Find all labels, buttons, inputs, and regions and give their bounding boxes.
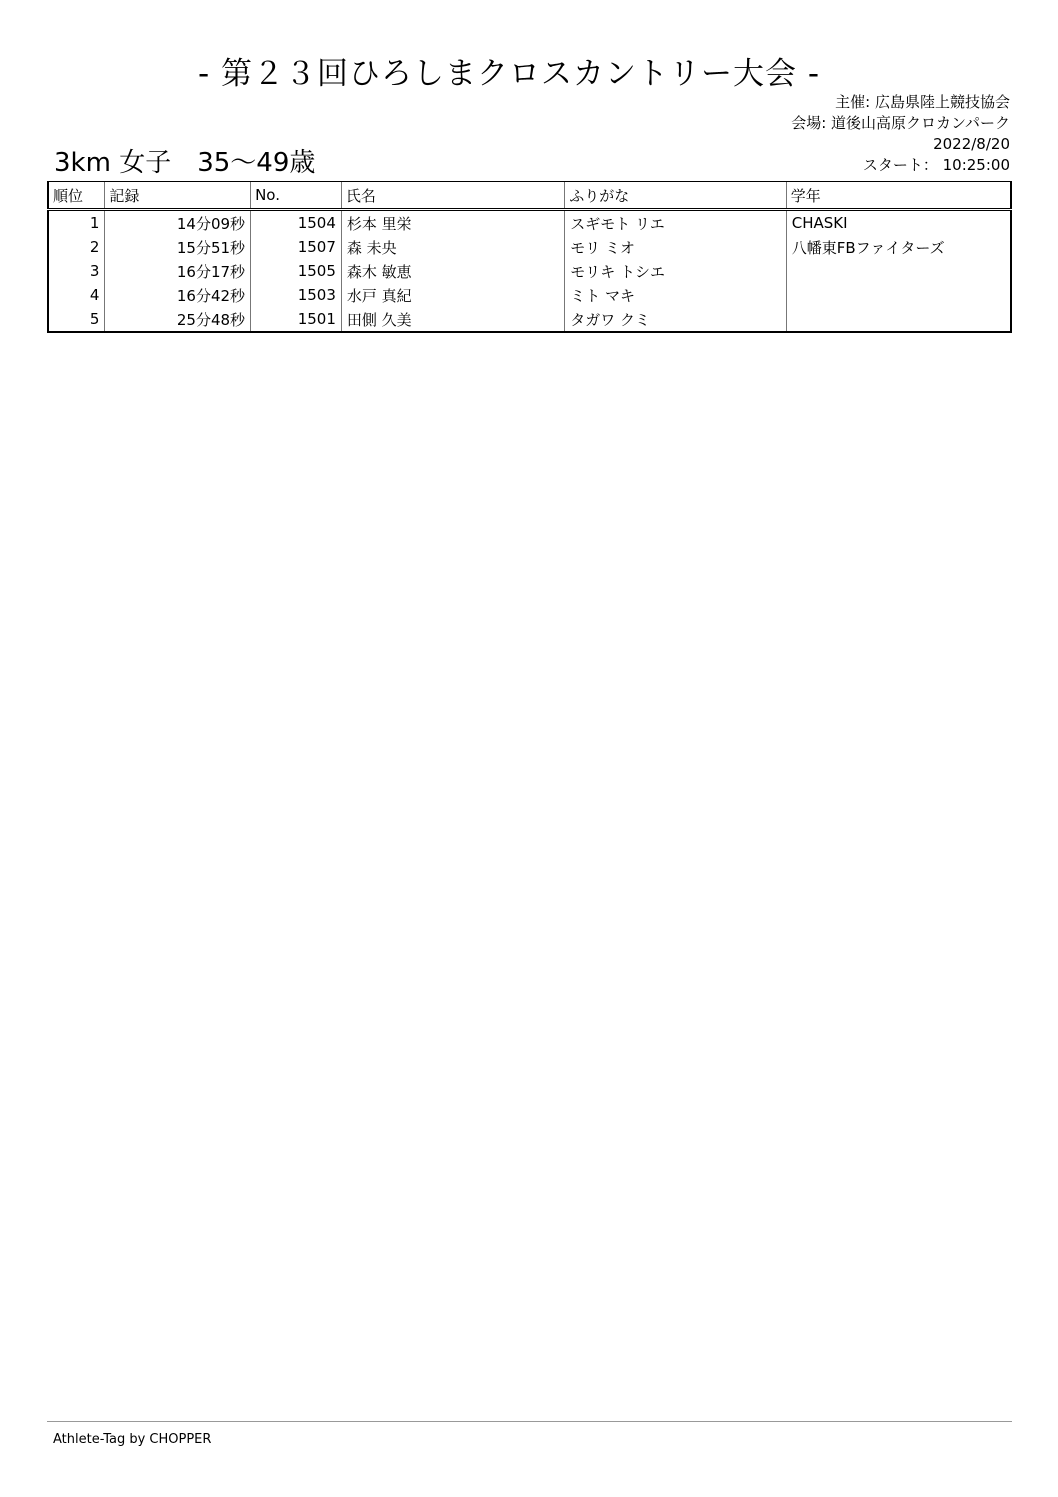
cell-record: 25分48秒 — [105, 307, 251, 332]
cell-number: 1505 — [251, 259, 342, 283]
cell-furigana: スギモト リエ — [565, 210, 787, 236]
event-meta — [791, 92, 1010, 176]
cell-record: 14分09秒 — [105, 210, 251, 236]
cell-number: 1501 — [251, 307, 342, 332]
cell-number: 1507 — [251, 235, 342, 259]
cell-name: 森 未央 — [341, 235, 564, 259]
header-number: No. — [251, 182, 342, 210]
header-record: 記録 — [105, 182, 251, 210]
cell-name: 水戸 真紀 — [341, 283, 564, 307]
event-category-title: 3km 女子 35～49歳 — [54, 148, 316, 178]
header-rank: 順位 — [48, 182, 105, 210]
cell-grade — [786, 259, 1011, 283]
table-row — [48, 259, 1011, 283]
cell-furigana: タガワ クミ — [565, 307, 787, 332]
cell-name: 森木 敏恵 — [341, 259, 564, 283]
results-table — [47, 181, 1012, 333]
cell-record: 15分51秒 — [105, 235, 251, 259]
cell-rank: 3 — [48, 259, 105, 283]
header-grade: 学年 — [786, 182, 1011, 210]
cell-rank: 4 — [48, 283, 105, 307]
venue-text: 会場: 道後山高原クロカンパーク — [791, 114, 1010, 132]
cell-rank: 2 — [48, 235, 105, 259]
cell-record: 16分42秒 — [105, 283, 251, 307]
start-time-text: スタート： 10:25:00 — [862, 156, 1010, 174]
cell-grade: 八幡東FBファイターズ — [786, 235, 1011, 259]
organizer-text: 主催: 広島県陸上競技協会 — [835, 93, 1010, 111]
footer-credit: Athlete-Tag by CHOPPER — [53, 1432, 212, 1447]
footer-divider — [47, 1421, 1012, 1422]
cell-rank: 5 — [48, 307, 105, 332]
table-row — [48, 235, 1011, 259]
table-header-row — [48, 182, 1011, 210]
header-furigana: ふりがな — [565, 182, 787, 210]
date-text: 2022/8/20 — [933, 135, 1010, 153]
cell-furigana: ミト マキ — [565, 283, 787, 307]
cell-record: 16分17秒 — [105, 259, 251, 283]
table-row — [48, 283, 1011, 307]
table-row — [48, 210, 1011, 236]
cell-furigana: モリキ トシエ — [565, 259, 787, 283]
cell-grade — [786, 307, 1011, 332]
cell-furigana: モリ ミオ — [565, 235, 787, 259]
cell-number: 1504 — [251, 210, 342, 236]
cell-grade: CHASKI — [786, 210, 1011, 236]
cell-grade — [786, 283, 1011, 307]
table-row — [48, 307, 1011, 332]
document-title: - 第２３回ひろしまクロスカントリー大会 - — [197, 56, 821, 92]
cell-rank: 1 — [48, 210, 105, 236]
cell-name: 杉本 里栄 — [341, 210, 564, 236]
cell-number: 1503 — [251, 283, 342, 307]
header-name: 氏名 — [341, 182, 564, 210]
cell-name: 田側 久美 — [341, 307, 564, 332]
